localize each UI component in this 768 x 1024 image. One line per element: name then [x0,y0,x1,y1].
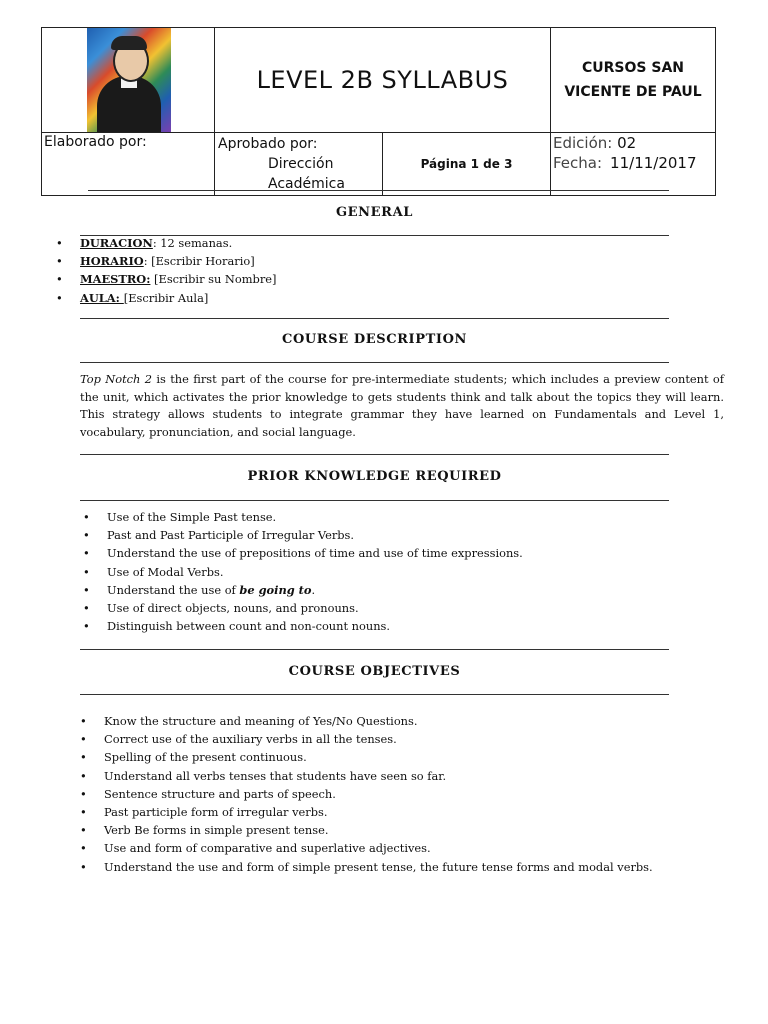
list-item: • Verb Be forms in simple present tense. [104,821,653,839]
aprobado-por: Aprobado por: Dirección Académica [215,133,383,196]
divider [88,190,669,191]
course-description-text: Top Notch 2 is the first part of the course for pre-intermediate students; which includes a preview content of the unit, which activates the prior knowledge to gets students think and talk about the topics they will learn. This strategy allows students to integrate grammar they have learned on Fundamentals and Level 1, vocabulary, pronunciation, and social language. [80,372,724,439]
divider [80,694,669,695]
edition-date: Edición: 02 Fecha: 11/11/2017 [551,133,716,196]
list-item: • Use of the Simple Past tense. [107,508,523,526]
document-title: LEVEL 2B SYLLABUS [215,28,551,133]
general-list [80,234,276,307]
elaborado-por: Elaborado por: [42,133,215,196]
list-item: • DURACION: 12 semanas. [80,234,276,252]
section-title-objectives: COURSE OBJECTIVES [288,664,461,679]
list-item: • Use of Modal Verbs. [107,563,523,581]
list-item: • Use and form of comparative and superlative adjectives. [104,839,653,857]
list-item: • HORARIO: [Escribir Horario] [80,252,276,270]
header-table [41,27,716,196]
list-item: • Understand the use and form of simple present tense, the future tense forms and modal verbs. [104,858,653,876]
list-item: • Use of direct objects, nouns, and pronouns. [107,599,523,617]
list-item: • Past and Past Participle of Irregular Verbs. [107,526,523,544]
section-title-prior-knowledge: PRIOR KNOWLEDGE REQUIRED [247,469,502,484]
divider [80,649,669,650]
divider [80,362,669,363]
logo-cell [42,28,215,133]
list-item: • Sentence structure and parts of speech. [104,785,653,803]
list-item: • Understand all verbs tenses that students have seen so far. [104,767,653,785]
section-title-description: COURSE DESCRIPTION [282,332,467,347]
section-title-general: GENERAL [335,205,414,220]
list-item: • Past participle form of irregular verbs. [104,803,653,821]
objectives-list [104,712,653,876]
list-item: • MAESTRO: [Escribir su Nombre] [80,270,276,288]
list-item: • Correct use of the auxiliary verbs in all the tenses. [104,730,653,748]
list-item: • Understand the use of be going to. [107,581,523,599]
page-indicator: Página 1 de 3 [383,133,551,196]
saint-portrait-logo [87,28,171,132]
divider [80,500,669,501]
divider [80,454,669,455]
divider [80,318,669,319]
list-item: • Know the structure and meaning of Yes/No Questions. [104,712,653,730]
list-item: • AULA: [Escribir Aula] [80,289,276,307]
list-item: • Distinguish between count and non-count nouns. [107,617,523,635]
organization-name: CURSOS SAN VICENTE DE PAUL [551,28,716,133]
prior-knowledge-list [107,508,523,635]
list-item: • Spelling of the present continuous. [104,748,653,766]
list-item: • Understand the use of prepositions of time and use of time expressions. [107,544,523,562]
